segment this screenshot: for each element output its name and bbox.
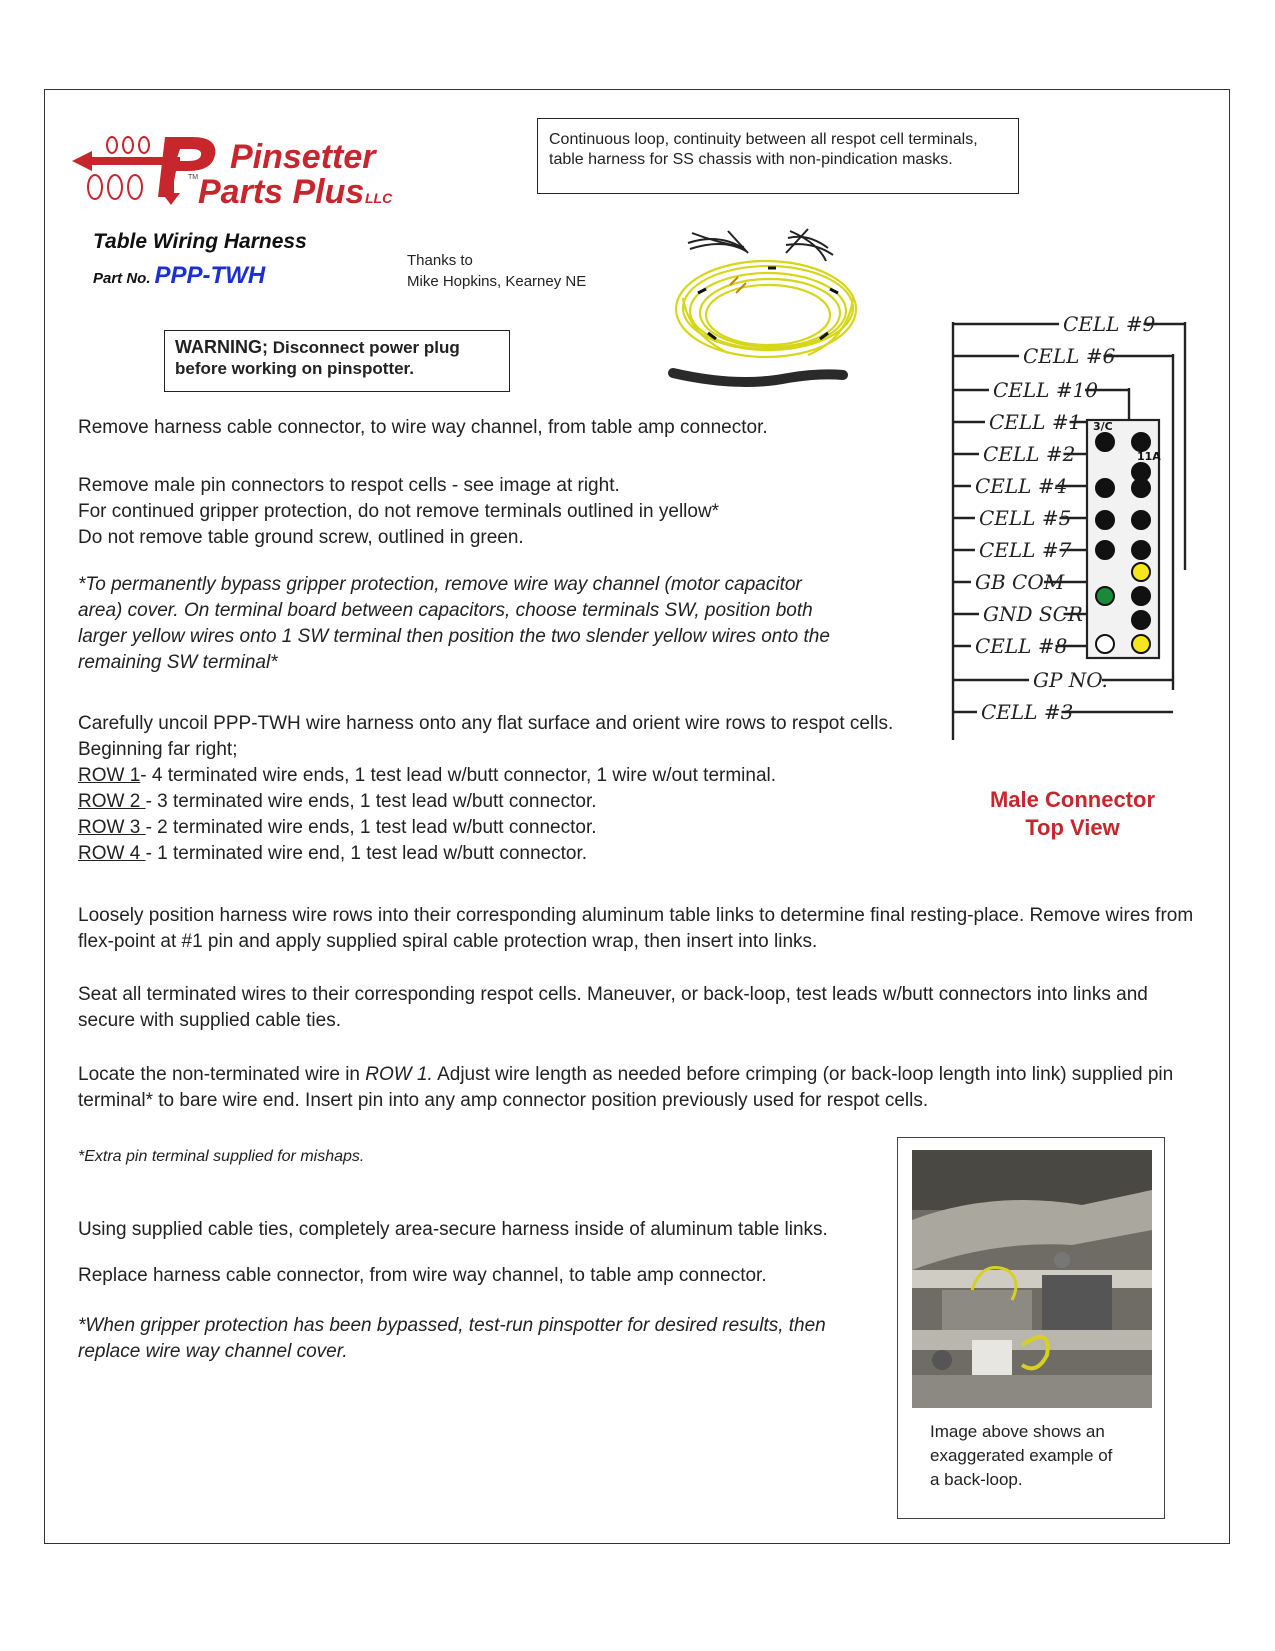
logo-line1: Pinsetter bbox=[230, 138, 376, 176]
thanks-line1: Thanks to bbox=[407, 252, 473, 269]
step-locate-wire-c: Adjust wire length as needed before crimping (or back-loop length into link) supplied pin terminal* to bare wire end. Insert pin into any amp connector position previously used for respot cells. bbox=[78, 1064, 1174, 1111]
part-number-line bbox=[93, 262, 265, 290]
step-locate-wire bbox=[78, 1062, 1198, 1114]
connector-label: GB COM bbox=[975, 570, 1065, 594]
step-remove-pins bbox=[78, 473, 1198, 551]
note-box: Continuous loop, continuity between all respot cell terminals, table harness for SS chassis with non-pindication masks. bbox=[537, 118, 1019, 194]
connector-label: CELL #10 bbox=[993, 378, 1099, 402]
connector-label: CELL #1 bbox=[989, 410, 1082, 434]
step-remove-pins-line2: For continued gripper protection, do not remove terminals outlined in yellow* bbox=[78, 501, 720, 522]
connector-label: GND SCR bbox=[983, 602, 1083, 626]
row-item bbox=[78, 763, 1198, 789]
warning-box bbox=[164, 330, 510, 392]
step-uncoil-line2: Beginning far right; bbox=[78, 739, 238, 760]
connector-pin bbox=[1132, 635, 1150, 653]
connector-label: CELL #2 bbox=[983, 442, 1076, 466]
connector-pin bbox=[1096, 635, 1114, 653]
row-label: ROW 3 bbox=[78, 817, 146, 838]
back-loop-photo bbox=[912, 1150, 1152, 1408]
photo-caption-line1: Image above shows an bbox=[930, 1422, 1105, 1441]
row-item bbox=[78, 841, 1198, 867]
photo-caption-line2: exaggerated example of bbox=[930, 1446, 1113, 1465]
step-seat-wires: Seat all terminated wires to their corresponding respot cells. Maneuver, or back-loop, test leads w/butt connectors into links and secure with supplied cable ties. bbox=[78, 984, 1148, 1031]
step-locate-wire-a: Locate the non-terminated wire in bbox=[78, 1064, 366, 1085]
connector-pin-tag: 11A bbox=[1137, 450, 1161, 463]
row-text: - 1 terminated wire end, 1 test lead w/butt connector. bbox=[145, 843, 588, 864]
connector-pin-tag: 3/C bbox=[1093, 420, 1113, 433]
logo-suffix: LLC bbox=[365, 190, 393, 206]
row-text: - 2 terminated wire ends, 1 test lead w/butt connector. bbox=[145, 817, 597, 838]
thanks-note bbox=[407, 250, 586, 292]
step-remove-cable-connector: Remove harness cable connector, to wire way channel, from table amp connector. bbox=[78, 417, 768, 438]
page-title: Table Wiring Harness bbox=[93, 230, 307, 253]
step-remove-pins-line3: Do not remove table ground screw, outlined in green. bbox=[78, 527, 524, 548]
part-number: PPP-TWH bbox=[154, 262, 266, 289]
step-replace-connector: Replace harness cable connector, from wire way channel, to table amp connector. bbox=[78, 1265, 767, 1286]
photo-caption-line3: a back-loop. bbox=[930, 1470, 1023, 1489]
step-remove-pins-line1: Remove male pin connectors to respot cells - see image at right. bbox=[78, 475, 620, 496]
final-note: *When gripper protection has been bypassed, test-run pinspotter for desired results, then replace wire way channel cover. bbox=[78, 1315, 826, 1362]
part-label: Part No. bbox=[93, 270, 151, 287]
step-uncoil-line1: Carefully uncoil PPP-TWH wire harness onto any flat surface and orient wire rows to respot cells. bbox=[78, 713, 894, 734]
row-label: ROW 4 bbox=[78, 843, 146, 864]
warning-lead: WARNING; bbox=[175, 337, 268, 357]
connector-label: CELL #4 bbox=[975, 474, 1068, 498]
connector-title-line1: Male Connector bbox=[989, 787, 1156, 812]
connector-pin bbox=[1096, 587, 1114, 605]
connector-label: CELL #5 bbox=[979, 506, 1072, 530]
harness-photo bbox=[668, 223, 868, 403]
connector-label: GP NO. bbox=[1033, 668, 1108, 692]
bypass-note: *To permanently bypass gripper protection, remove wire way channel (motor capacitor area) cover. On terminal board between capacitors, choose terminals SW, position both larger yellow wires onto 1 SW terminal then position the two slender yellow wires onto the remaining SW terminal* bbox=[78, 574, 830, 673]
step-locate-wire-row: ROW 1. bbox=[365, 1064, 433, 1085]
company-logo bbox=[70, 135, 400, 215]
connector-pin bbox=[1132, 563, 1150, 581]
photo-caption bbox=[930, 1420, 1150, 1492]
warning-rest: Disconnect power plug bbox=[268, 338, 460, 357]
step-cable-ties: Using supplied cable ties, completely area-secure harness inside of aluminum table links. bbox=[78, 1219, 828, 1240]
connector-label: CELL #7 bbox=[979, 538, 1072, 562]
step-uncoil bbox=[78, 711, 1198, 867]
connector-pin bbox=[1132, 611, 1150, 629]
row-item bbox=[78, 789, 1198, 815]
thanks-line2: Mike Hopkins, Kearney NE bbox=[407, 273, 587, 290]
extra-pin-note: *Extra pin terminal supplied for mishaps. bbox=[78, 1148, 365, 1165]
connector-label: CELL #6 bbox=[1023, 344, 1116, 368]
connector-pin bbox=[1132, 587, 1150, 605]
logo-line2: Parts Plus bbox=[198, 173, 365, 211]
connector-label: CELL #9 bbox=[1063, 312, 1156, 336]
step-position-rows: Loosely position harness wire rows into their corresponding aluminum table links to determine final resting-place. Remove wires from flex-point at #1 pin and apply supplied spiral cable protection wrap, then insert into links. bbox=[78, 905, 1194, 952]
connector-label: CELL #3 bbox=[981, 700, 1074, 724]
connector-label: CELL #8 bbox=[975, 634, 1068, 658]
row-item bbox=[78, 815, 1198, 841]
row-text: - 3 terminated wire ends, 1 test lead w/butt connector. bbox=[145, 791, 597, 812]
row-label: ROW 2 bbox=[78, 791, 146, 812]
row-label: ROW 1 bbox=[78, 765, 141, 786]
warning-line2: before working on pinspotter. bbox=[175, 359, 414, 378]
logo-trademark: TM bbox=[188, 174, 199, 181]
connector-title-line2: Top View bbox=[1025, 815, 1120, 840]
row-text: - 4 terminated wire ends, 1 test lead w/butt connector, 1 wire w/out terminal. bbox=[140, 765, 777, 786]
